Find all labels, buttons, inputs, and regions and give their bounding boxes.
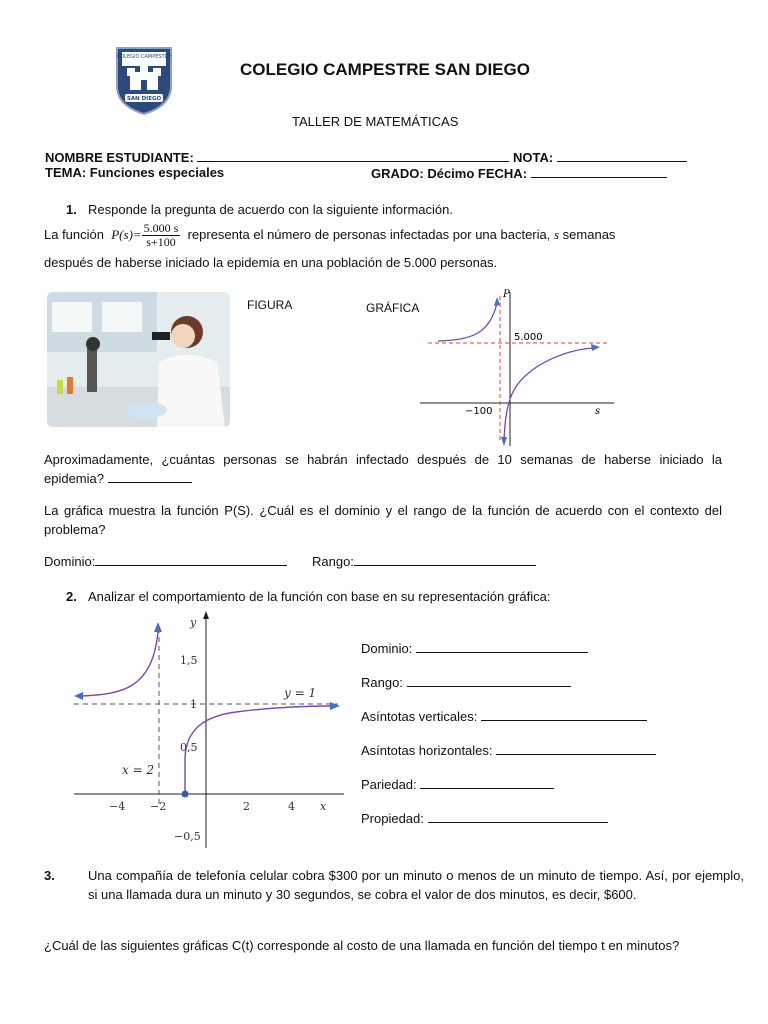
q2-instruction: Analizar el comportamiento de la función con base en su representación gráfica: [88,589,551,604]
q1-arrow-up [494,297,500,306]
logo-text-bottom: SAN DIEGO [126,96,162,102]
q2-vertical-blank[interactable] [481,708,647,721]
q2-endpoint [182,791,189,798]
q1-function-line [44,222,722,249]
q2-field-horizontal [361,742,656,758]
q1-func-name: P(s)= [111,226,142,242]
q1-text-c: semanas [562,226,616,242]
q1-instruction-line [66,200,453,219]
q2-xtick-2: −2 [150,800,167,813]
q2-xtick-4: 4 [288,800,295,813]
q1-question-a: Aproximadamente, ¿cuántas personas se habrán infectado después de 10 semanas de haberse iniciado la epidemia? [44,452,722,486]
q1-curve-right [504,348,594,443]
q2-arrow-up [154,622,162,632]
q1-range-blank[interactable] [354,553,536,566]
workshop-title: TALLER DE MATEMÁTICAS [292,114,459,129]
q1-instruction: Responde la pregunta de acuerdo con la siguiente información. [88,202,453,217]
topic-label: TEMA: Funciones especiales [45,165,225,180]
q2-instruction-line [66,587,551,606]
q2-curve-right [185,706,330,794]
school-logo [113,44,175,116]
q1-graph [418,288,618,448]
q2-graph [66,608,351,853]
q1-question-b: La gráfica muestra la función P(S). ¿Cuál es el dominio y el rango de la función de acuerdo con el contexto del problema? [44,503,722,537]
figure-label: FIGURA [247,298,293,312]
student-label: NOMBRE ESTUDIANTE: [45,150,194,165]
q3-text-line [44,866,744,904]
q3-text: Una compañía de telefonía celular cobra $300 por un minuto o menos de un minuto de tiempo. Así, por ejemplo, si una llamada dura un minuto y 30 segundos, se cobra el valor de dos minutos, es decir, $600. [88,868,744,902]
lab-photo [47,292,230,427]
q1-number: 1. [66,202,77,217]
q2-xtick-3: 2 [243,800,250,813]
q1-numerator: 5.000 s [143,221,179,235]
date-label: FECHA: [477,166,528,181]
q2-ytick-2: 1 [190,698,197,711]
q1-arrow-right [591,344,600,351]
q1-domain-blank[interactable] [95,553,287,566]
q2-number: 2. [66,589,77,604]
q2-field-vertical-label: Asíntotas verticales: [361,709,478,724]
q1-axis-p: P [503,289,510,300]
q2-field-parity-label: Pariedad: [361,777,417,792]
q1-fraction [142,222,181,249]
q2-arrow-right [330,702,340,710]
graph-label: GRÁFICA [366,301,420,315]
q2-property-blank[interactable] [428,810,608,823]
q3-question: ¿Cuál de las siguientes gráficas C(t) corresponde al costo de una llamada en función del tiempo t en minutos? [44,938,680,953]
grade-blank[interactable] [557,149,687,162]
q1-arrow-down [501,437,507,446]
q2-curve-left [82,632,158,696]
q1-domain-line [44,552,287,571]
q2-field-property [361,810,608,826]
student-name-blank[interactable] [197,149,509,162]
q1-text-a: La función [44,226,104,242]
q2-field-horizontal-label: Asíntotas horizontales: [361,743,493,758]
q2-field-parity [361,776,554,792]
date-blank[interactable] [531,165,667,178]
grade-label: NOTA: [513,150,554,165]
student-row [45,149,687,165]
q2-v-asymptote-label: x = 2 [122,763,155,777]
q1-asymptote-label: −100 [465,406,493,417]
q1-denominator: s+100 [146,235,176,249]
q2-xtick-1: −4 [109,800,126,813]
q2-field-property-label: Propiedad: [361,811,424,826]
q1-text-b: representa el número de personas infectadas por una bacteria, [187,226,551,242]
q2-ytick-4: −0,5 [174,830,201,843]
q1-answer-a-blank[interactable] [108,470,192,483]
q1-question-a-line [44,450,722,488]
q1-var-s: s [553,226,560,242]
q2-h-asymptote-label: y = 1 [284,686,317,700]
q1-domain-label: Dominio: [44,554,96,569]
q1-axis-s: s [595,406,601,417]
q2-field-range [361,674,571,690]
q2-arrow-left [74,692,83,700]
q2-field-vertical [361,708,647,724]
q2-ytick-1: 1,5 [180,654,198,667]
q2-field-domain [361,640,588,656]
q2-x-axis-label: x [320,800,327,813]
q1-text-d: después de haberse iniciado la epidemia en una población de 5.000 personas. [44,255,498,270]
q2-y-axis-label: y [190,616,197,629]
q1-range-label: Rango: [312,554,354,569]
q1-level-label: 5.000 [514,332,543,343]
q1-curve-left [438,303,497,341]
q2-field-range-label: Rango: [361,675,403,690]
q2-domain-blank[interactable] [416,640,588,653]
q3-number: 3. [44,868,55,883]
q2-parity-blank[interactable] [420,776,554,789]
q2-field-domain-label: Dominio: [361,641,413,656]
q2-range-blank[interactable] [407,674,571,687]
level-label: GRADO: Décimo [371,166,475,181]
q1-range-line [312,552,536,571]
q2-ytick-3: 0,5 [180,741,198,754]
date-row [371,165,667,181]
logo-text-top: COLEGIO CAMPESTRE [116,54,172,60]
school-name: COLEGIO CAMPESTRE SAN DIEGO [240,60,530,79]
q2-horizontal-blank[interactable] [496,742,656,755]
